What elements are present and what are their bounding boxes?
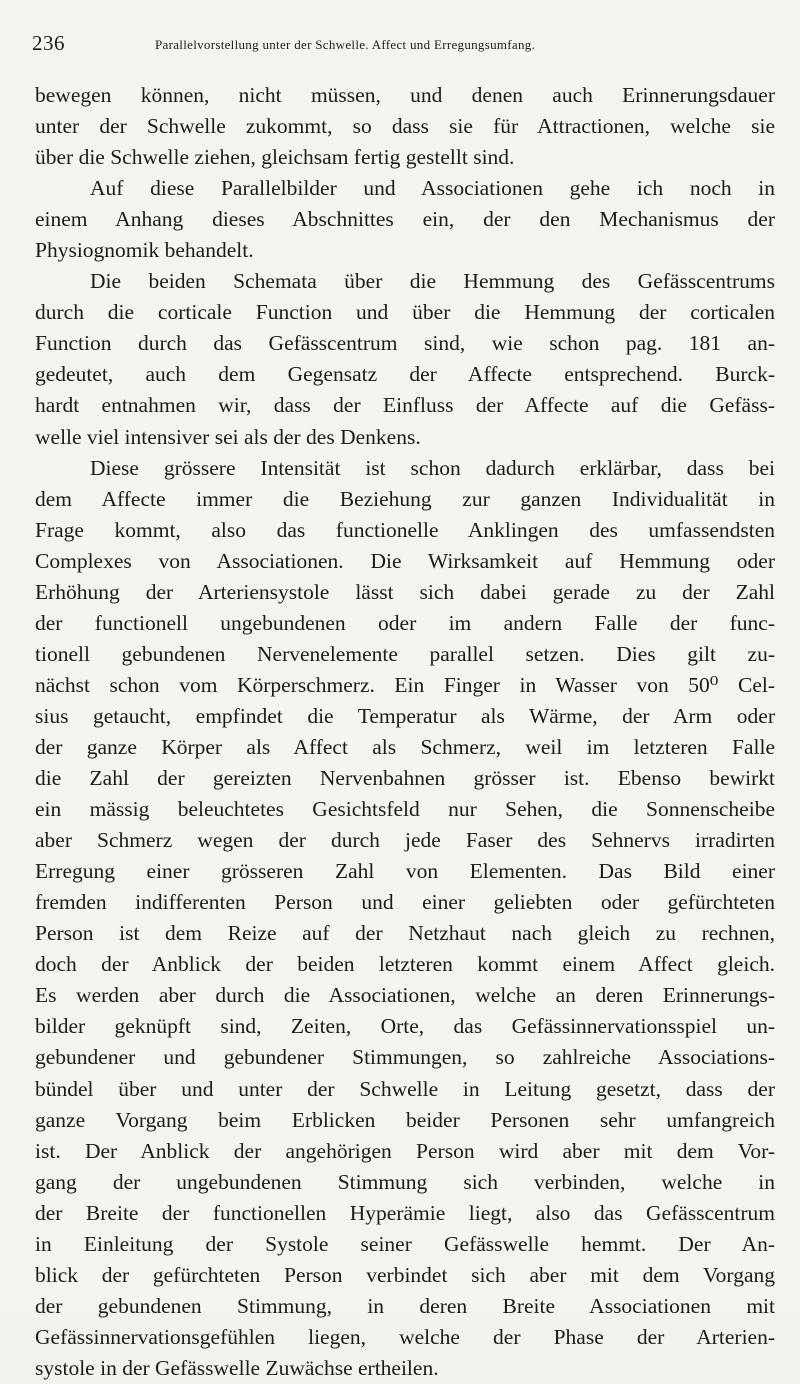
text-line: Physiognomik behandelt. — [35, 238, 254, 263]
text-line: bilder geknüpft sind, Zeiten, Orte, das Gefässinnervationsspiel un- — [35, 1014, 775, 1039]
text-line: gang der ungebundenen Stimmung sich verbinden, welche in — [35, 1169, 775, 1194]
text-line: blick der gefürchteten Person verbindet sich aber mit dem Vorgang — [35, 1262, 775, 1287]
text-line: welle viel intensiver sei als der des Denkens. — [35, 424, 421, 449]
text-line: bewegen können, nicht müssen, und denen auch Erinnerungsdauer — [35, 83, 775, 107]
text-line: Diese grössere Intensität ist schon dadurch erklärbar, dass bei — [90, 455, 775, 480]
body-text — [35, 80, 775, 1384]
text-line: aber Schmerz wegen der durch jede Faser des Sehnervs irradirten — [35, 828, 775, 853]
page-header — [32, 31, 772, 59]
text-line: dem Affecte immer die Beziehung zur ganzen Individualität in — [35, 486, 775, 511]
text-line: Erregung einer grösseren Zahl von Elementen. Das Bild einer — [35, 859, 775, 884]
text-line: unter der Schwelle zukommt, so dass sie für Attractionen, welche sie — [35, 114, 775, 139]
text-line: der functionell ungebundenen oder im andern Falle der func- — [35, 610, 775, 635]
text-line: hardt entnahmen wir, dass der Einfluss der Affecte auf die Gefäss- — [35, 393, 775, 418]
text-line: Frage kommt, also das functionelle Anklingen des umfassendsten — [35, 517, 775, 542]
text-line: einem Anhang dieses Abschnittes ein, der den Mechanismus der — [35, 207, 775, 232]
text-line: Function durch das Gefässcentrum sind, wie schon pag. 181 an- — [35, 331, 775, 356]
text-line: Gefässinnervationsgefühlen liegen, welche der Phase der Arterien- — [35, 1324, 775, 1349]
text-line: die Zahl der gereizten Nervenbahnen grösser ist. Ebenso bewirkt — [35, 766, 775, 791]
page-number: 236 — [32, 31, 65, 55]
text-line: systole in der Gefässwelle Zuwächse ertheilen. — [35, 1355, 439, 1380]
text-line: doch der Anblick der beiden letzteren kommt einem Affect gleich. — [35, 952, 775, 977]
text-line: nächst schon vom Körperschmerz. Ein Finger in Wasser von 50⁰ Cel- — [35, 672, 775, 697]
text-line: gedeutet, auch dem Gegensatz der Affecte entsprechend. Burck- — [35, 362, 775, 387]
text-line: ein mässig beleuchtetes Gesichtsfeld nur Sehen, die Sonnenscheibe — [35, 797, 775, 822]
running-head: Parallelvorstellung unter der Schwelle. Affect und Erregungsumfang. — [155, 37, 536, 52]
text-line: Complexes von Associationen. Die Wirksamkeit auf Hemmung oder — [35, 548, 775, 573]
text-line: in Einleitung der Systole seiner Gefässwelle hemmt. Der An- — [35, 1231, 775, 1256]
text-line: Person ist dem Reize auf der Netzhaut nach gleich zu rechnen, — [35, 921, 775, 946]
text-line: durch die corticale Function und über die Hemmung der corticalen — [35, 300, 775, 325]
text-line: Auf diese Parallelbilder und Associationen gehe ich noch in — [90, 176, 775, 201]
text-line: der ganze Körper als Affect als Schmerz, weil im letzteren Falle — [35, 734, 775, 759]
text-line: fremden indifferenten Person und einer geliebten oder gefürchteten — [35, 890, 775, 915]
text-line: ist. Der Anblick der angehörigen Person wird aber mit dem Vor- — [35, 1138, 775, 1163]
text-line: der Breite der functionellen Hyperämie liegt, also das Gefässcentrum — [35, 1200, 775, 1225]
text-line: gebundener und gebundener Stimmungen, so zahlreiche Associations- — [35, 1045, 775, 1070]
text-line: über die Schwelle ziehen, gleichsam fertig gestellt sind. — [35, 145, 515, 170]
text-line: ganze Vorgang beim Erblicken beider Personen sehr umfangreich — [35, 1107, 775, 1132]
text-line: tionell gebundenen Nervenelemente parallel setzen. Dies gilt zu- — [35, 641, 775, 666]
text-line: sius getaucht, empfindet die Temperatur als Wärme, der Arm oder — [35, 703, 775, 728]
text-line: bündel über und unter der Schwelle in Leitung gesetzt, dass der — [35, 1076, 775, 1101]
text-line: Es werden aber durch die Associationen, welche an deren Erinnerungs- — [35, 983, 775, 1008]
text-line: Erhöhung der Arteriensystole lässt sich dabei gerade zu der Zahl — [35, 579, 775, 604]
text-line: der gebundenen Stimmung, in deren Breite Associationen mit — [35, 1293, 775, 1318]
text-line: Die beiden Schemata über die Hemmung des Gefässcentrums — [90, 269, 775, 294]
